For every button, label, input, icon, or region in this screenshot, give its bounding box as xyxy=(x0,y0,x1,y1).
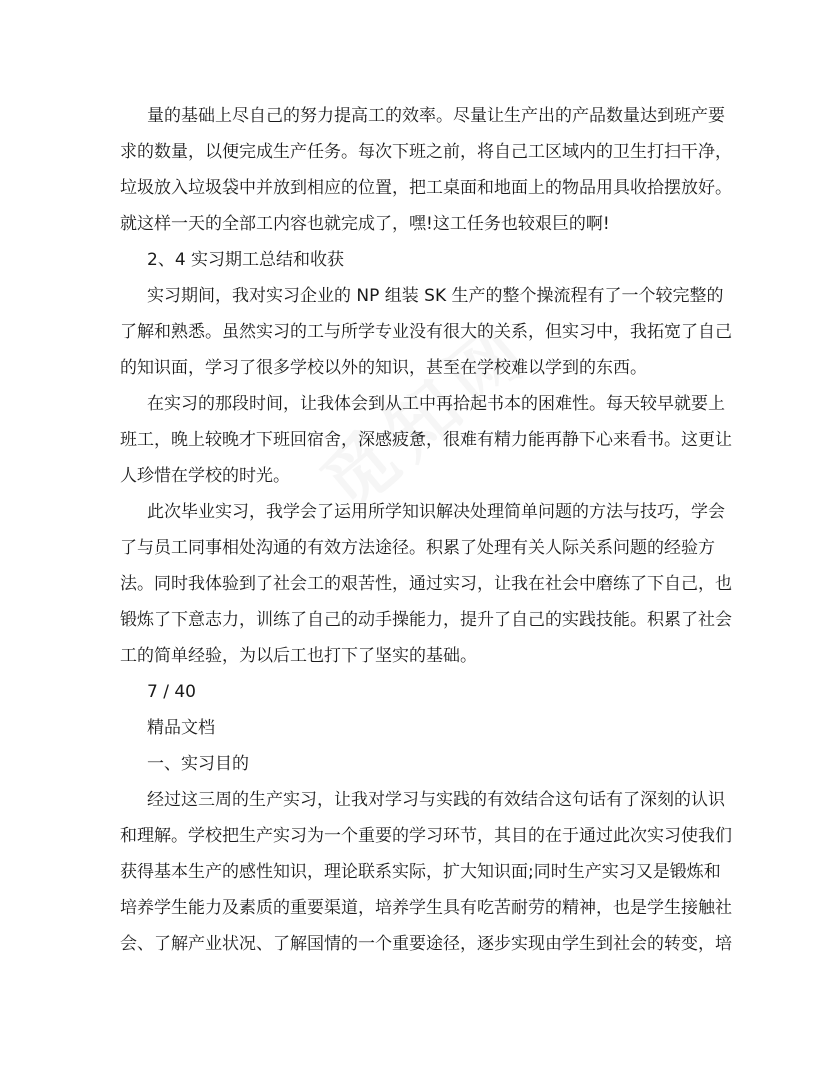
text-line: 此次毕业实习，我学会了运用所学知识解决处理简单问题的方法与技巧，学会 xyxy=(147,502,725,522)
document-label: 精品文档 xyxy=(147,718,215,738)
text-line: 垃圾放入垃圾袋中并放到相应的位置，把工桌面和地面上的物品用具收拾摆放好。 xyxy=(120,178,732,198)
section-heading: 一、实习目的 xyxy=(147,754,249,774)
text-line: 会、了解产业状况、了解国情的一个重要途径，逐步实现由学生到社会的转变，培 xyxy=(120,934,732,954)
text-line: 在实习的那段时间，让我体会到从工中再拾起书本的困难性。每天较早就要上 xyxy=(147,394,725,414)
text-line: 法。同时我体验到了社会工的艰苦性，通过实习，让我在社会中磨练了下自己，也 xyxy=(120,574,732,594)
text-line: 获得基本生产的感性知识，理论联系实际，扩大知识面;同时生产实习又是锻炼和 xyxy=(120,862,721,882)
text-line: 工的简单经验，为以后工也打下了坚实的基础。 xyxy=(120,646,477,666)
text-line: 锻炼了下意志力，训练了自己的动手操能力，提升了自己的实践技能。积累了社会 xyxy=(120,610,732,630)
text-line: 人珍惜在学校的时光。 xyxy=(120,466,290,486)
text-line: 培养学生能力及素质的重要渠道，培养学生具有吃苦耐劳的精神，也是学生接触社 xyxy=(120,898,732,918)
text-line: 就这样一天的全部工内容也就完成了，嘿!这工任务也较艰巨的啊! xyxy=(120,214,610,234)
text-line: 了解和熟悉。虽然实习的工与所学专业没有很大的关系，但实习中，我拓宽了自己 xyxy=(120,322,732,342)
text-line: 量的基础上尽自己的努力提高工的效率。尽量让生产出的产品数量达到班产要 xyxy=(147,106,725,126)
text-line: 实习期间，我对实习企业的 NP 组装 SK 生产的整个操流程有了一个较完整的 xyxy=(147,286,724,306)
text-line: 经过这三周的生产实习，让我对学习与实践的有效结合这句话有了深刻的认识 xyxy=(147,790,725,810)
section-heading: 2、4 实习期工总结和收获 xyxy=(147,250,345,270)
page-number: 7 / 40 xyxy=(147,682,196,702)
text-line: 班工，晚上较晚才下班回宿舍，深感疲惫，很难有精力能再静下心来看书。这更让 xyxy=(120,430,732,450)
text-line: 求的数量，以便完成生产任务。每次下班之前，将自己工区域内的卫生打扫干净， xyxy=(120,142,732,162)
text-line: 了与员工同事相处沟通的有效方法途径。积累了处理有关人际关系问题的经验方 xyxy=(120,538,715,558)
text-line: 和理解。学校把生产实习为一个重要的学习环节，其目的在于通过此次实习使我们 xyxy=(120,826,732,846)
text-line: 的知识面，学习了很多学校以外的知识，甚至在学校难以学到的东西。 xyxy=(120,358,647,378)
